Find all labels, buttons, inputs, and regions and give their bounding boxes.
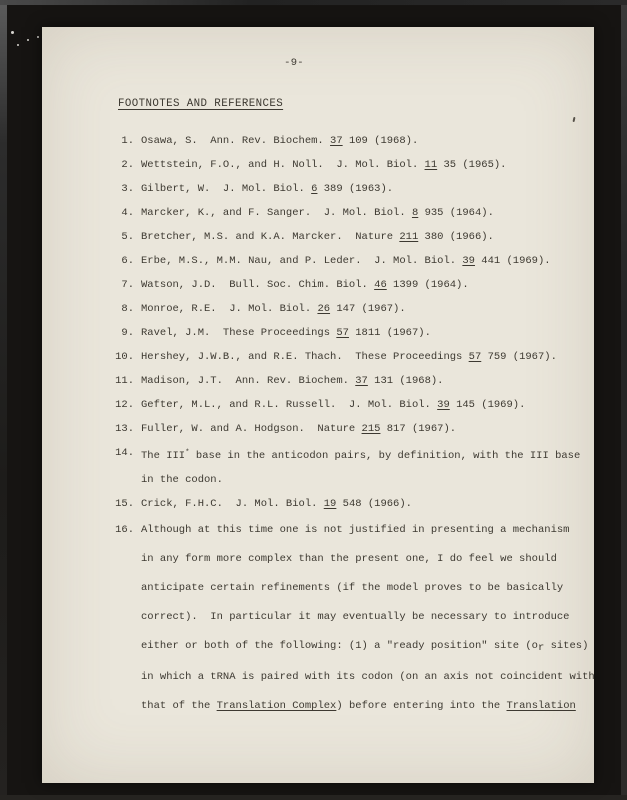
reference-text: Osawa, S. Ann. Rev. Biochem. 37 109 (1968). xyxy=(141,135,419,147)
reference-item xyxy=(108,249,588,273)
reference-text: Gilbert, W. J. Mol. Biol. 6 389 (1963). xyxy=(141,183,394,195)
reference-item xyxy=(108,153,588,177)
document-page xyxy=(42,27,594,783)
reference-number: 13. xyxy=(115,423,134,435)
reference-item xyxy=(108,345,588,369)
reference-item xyxy=(108,321,588,345)
reference-text: Gefter, M.L., and R.L. Russell. J. Mol. Biol. 39 145 (1969). xyxy=(141,399,526,411)
reference-item xyxy=(108,129,588,153)
reference-item xyxy=(108,492,588,516)
reference-item xyxy=(108,225,588,249)
scan-edge-left xyxy=(0,0,7,800)
reference-item xyxy=(108,369,588,393)
scan-speck xyxy=(37,36,39,38)
reference-item xyxy=(108,201,588,225)
reference-number: 7. xyxy=(121,279,134,291)
reference-number: 11. xyxy=(115,375,134,387)
stray-ink-mark xyxy=(573,117,576,122)
scan-speck xyxy=(17,44,19,46)
page-number: -9- xyxy=(284,57,304,69)
references-list xyxy=(108,129,595,721)
section-heading: FOOTNOTES AND REFERENCES xyxy=(118,98,284,110)
reference-number: 15. xyxy=(115,498,134,510)
reference-number: 9. xyxy=(121,327,134,339)
reference-number: 16. xyxy=(115,524,134,536)
reference-text: Madison, J.T. Ann. Rev. Biochem. 37 131 (1968). xyxy=(141,375,444,387)
reference-number: 8. xyxy=(121,303,134,315)
scan-edge-right xyxy=(621,0,627,800)
reference-number: 1. xyxy=(121,135,134,147)
reference-text: Bretcher, M.S. and K.A. Marcker. Nature 211 380 (1966). xyxy=(141,231,494,243)
reference-item xyxy=(108,393,588,417)
reference-number: 2. xyxy=(121,159,134,171)
reference-text: Watson, J.D. Bull. Soc. Chim. Biol. 46 1399 (1964). xyxy=(141,279,469,291)
reference-number: 3. xyxy=(121,183,134,195)
scan-edge-bottom xyxy=(0,795,627,800)
reference-item xyxy=(108,177,588,201)
reference-item xyxy=(108,441,588,492)
reference-number: 14. xyxy=(115,447,134,459)
reference-number: 10. xyxy=(115,351,134,363)
reference-text: Wettstein, F.O., and H. Noll. J. Mol. Biol. 11 35 (1965). xyxy=(141,159,507,171)
reference-text: Although at this time one is not justified in presenting a mechanism in any form more complex than the present one, I do feel we should anticipate certain refinements (if the model proves to be basically correct). In particular it may eventually be necessary to introduce either or both of the following: (1) a "ready position" site (or sites) in which a tRNA is paired with its codon (on an axis not coincident with that of the Translation Complex) before entering into the Translation xyxy=(141,524,595,712)
reference-text: Crick, F.H.C. J. Mol. Biol. 19 548 (1966). xyxy=(141,498,412,510)
reference-number: 5. xyxy=(121,231,134,243)
reference-number: 4. xyxy=(121,207,134,219)
reference-item xyxy=(108,297,588,321)
reference-item xyxy=(108,417,588,441)
reference-text: Fuller, W. and A. Hodgson. Nature 215 817 (1967). xyxy=(141,423,457,435)
reference-item xyxy=(108,273,588,297)
reference-text: The III* base in the anticodon pairs, by definition, with the III base in the codon. xyxy=(141,449,581,486)
scan-speck xyxy=(11,31,14,34)
scan-speck xyxy=(27,39,29,41)
reference-text: Monroe, R.E. J. Mol. Biol. 26 147 (1967). xyxy=(141,303,406,315)
reference-text: Erbe, M.S., M.M. Nau, and P. Leder. J. Mol. Biol. 39 441 (1969). xyxy=(141,255,551,267)
reference-text: Ravel, J.M. These Proceedings 57 1811 (1967). xyxy=(141,327,431,339)
reference-number: 12. xyxy=(115,399,134,411)
reference-item xyxy=(108,516,595,721)
scan-edge-top xyxy=(0,0,627,5)
reference-number: 6. xyxy=(121,255,134,267)
reference-text: Hershey, J.W.B., and R.E. Thach. These Proceedings 57 759 (1967). xyxy=(141,351,557,363)
reference-text: Marcker, K., and F. Sanger. J. Mol. Biol. 8 935 (1964). xyxy=(141,207,494,219)
